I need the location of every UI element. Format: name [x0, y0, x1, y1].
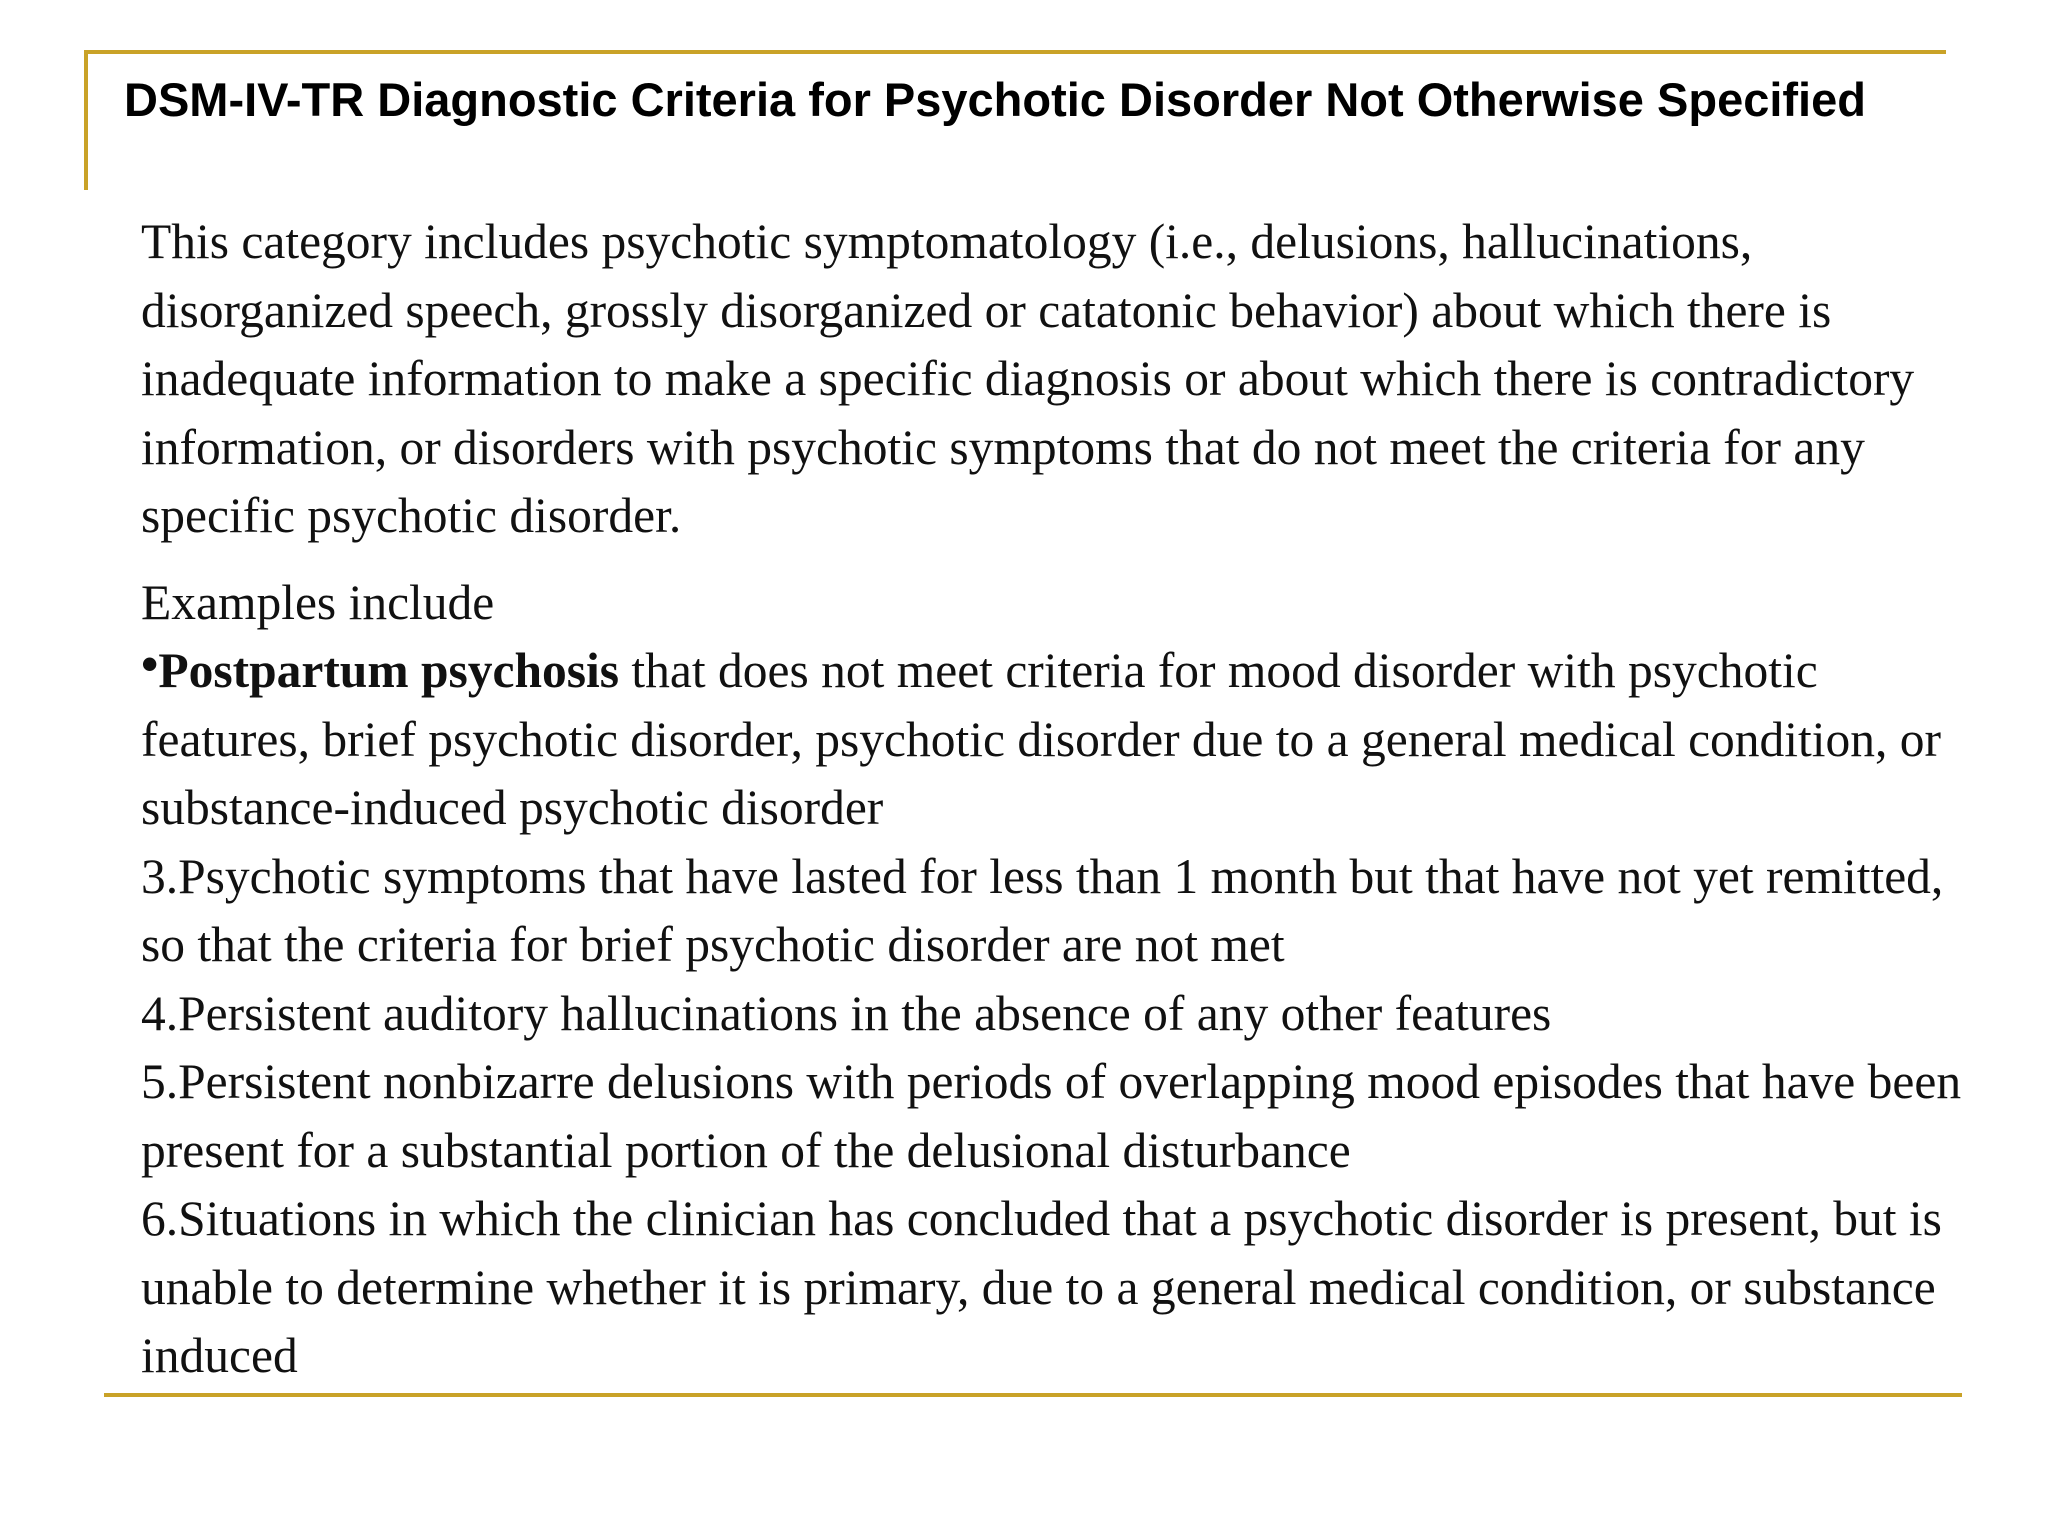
bullet-dot: • — [141, 637, 159, 692]
examples-heading: Examples include — [141, 574, 495, 630]
list-item: 5.Persistent nonbizarre delusions with periods of overlapping mood episodes that have been present for a substantial portion of the delusional disturbance — [141, 1054, 1962, 1178]
slide-title: DSM-IV-TR Diagnostic Criteria for Psychotic Disorder Not Otherwise Specified — [124, 73, 1866, 126]
title-top-rule — [84, 50, 1946, 54]
bullet-item-postpartum — [141, 637, 1981, 843]
bullet-bold-term: Postpartum psychosis — [158, 643, 620, 698]
slide-body — [141, 208, 1981, 1391]
footer-rule — [104, 1393, 1962, 1397]
intro-paragraph: This category includes psychotic symptomatology (i.e., delusions, hallucinations, disorganized speech, grossly disorganized or catatonic behavior) about which there is inadequate information to make a specific diagnosis or about which there is contradictory information, or disorders with psychotic symptoms that do not meet the criteria for any specific psychotic disorder. — [141, 214, 1915, 543]
list-item: 3.Psychotic symptoms that have lasted for less than 1 month but that have not yet remitted, so that the criteria for brief psychotic disorder are not met — [141, 848, 1944, 972]
list-item: 6.Situations in which the clinician has concluded that a psychotic disorder is present, but is unable to determine whether it is primary, due to a general medical condition, or substance induced — [141, 1191, 1942, 1383]
bullet-rest-text: that does not meet criteria for mood disorder with psychotic features, brief psychotic disorder, psychotic disorder due to a general medical condition, or substance-induced psychotic disorder — [141, 643, 1942, 835]
list-item: 4.Persistent auditory hallucinations in the absence of any other features — [141, 985, 1552, 1041]
title-left-rule — [84, 50, 88, 190]
